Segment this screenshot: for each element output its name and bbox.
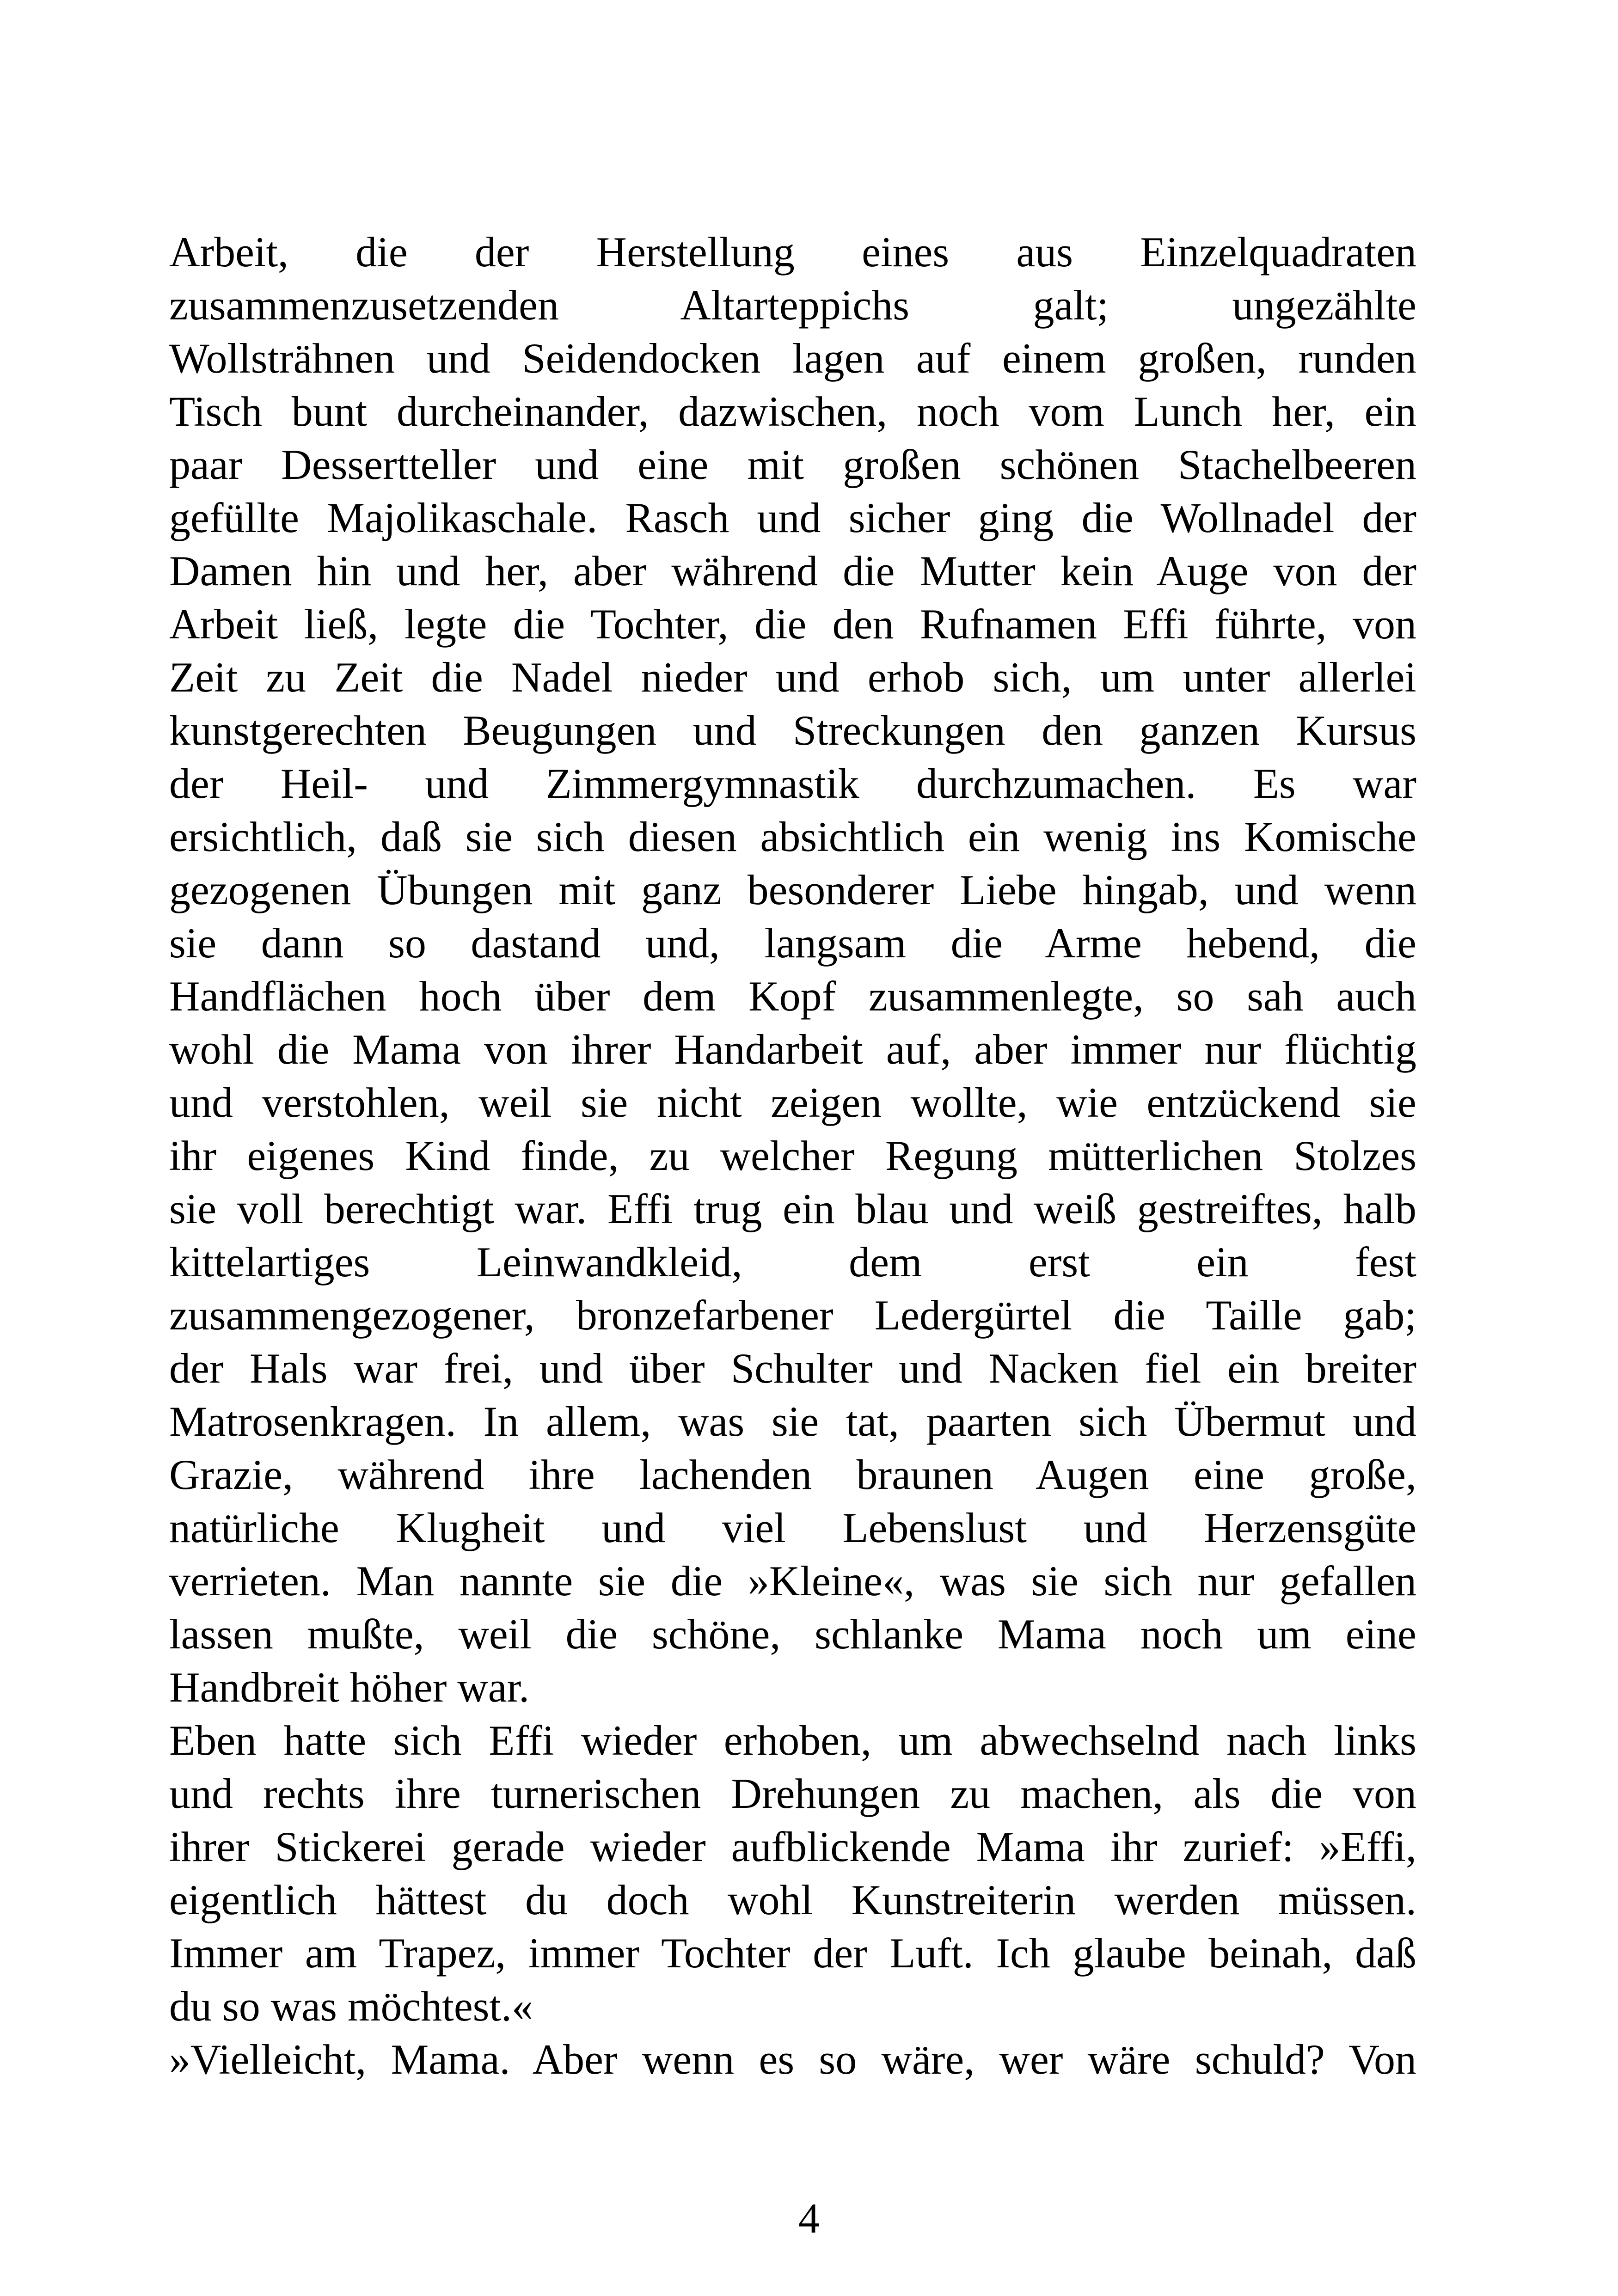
text-line: und rechts ihre turnerischen Drehungen zu machen, als die von	[169, 1770, 1416, 1817]
text-line: sie dann so dastand und, langsam die Arme hebend, die	[169, 919, 1416, 967]
text-line: du so was möchtest.«	[169, 1983, 533, 2030]
text-line: verrieten. Man nannte sie die »Kleine«, was sie sich nur gefallen	[169, 1557, 1416, 1604]
text-line: Arbeit ließ, legte die Tochter, die den Rufnamen Effi führte, von	[169, 600, 1416, 648]
text-line: gezogenen Übungen mit ganz besonderer Liebe hingab, und wenn	[169, 866, 1416, 913]
text-line: Tisch bunt durcheinander, dazwischen, noch vom Lunch her, ein	[169, 388, 1416, 435]
text-line: Arbeit, die der Herstellung eines aus Einzelquadraten	[169, 228, 1416, 276]
text-line: gefüllte Majolikaschale. Rasch und sicher ging die Wollnadel der	[169, 494, 1416, 541]
text-line: Eben hatte sich Effi wieder erhoben, um abwechselnd nach links	[169, 1717, 1416, 1764]
text-line: paar Dessertteller und eine mit großen schönen Stachelbeeren	[169, 441, 1416, 488]
text-line: kunstgerechten Beugungen und Streckungen den ganzen Kursus	[169, 707, 1416, 754]
text-line: natürliche Klugheit und viel Lebenslust und Herzensgüte	[169, 1504, 1416, 1551]
paragraph	[169, 1714, 1416, 2033]
page-number: 4	[798, 2195, 820, 2242]
text-line: Handflächen hoch über dem Kopf zusammenlegte, so sah auch	[169, 973, 1416, 1020]
text-line: kittelartiges Leinwandkleid, dem erst ein fest	[169, 1238, 1416, 1286]
text-line: Damen hin und her, aber während die Mutter kein Auge von der	[169, 547, 1416, 594]
text-line: »Vielleicht, Mama. Aber wenn es so wäre, wer wäre schuld? Von	[169, 2036, 1416, 2083]
text-line: der Hals war frei, und über Schulter und Nacken fiel ein breiter	[169, 1345, 1416, 1392]
text-line: sie voll berechtigt war. Effi trug ein blau und weiß gestreiftes, halb	[169, 1185, 1416, 1232]
paragraph	[169, 226, 1416, 1714]
text-line: Matrosenkragen. In allem, was sie tat, paarten sich Übermut und	[169, 1398, 1416, 1445]
text-line: zusammengezogener, bronzefarbener Ledergürtel die Taille gab;	[169, 1292, 1416, 1339]
text-line: ersichtlich, daß sie sich diesen absichtlich ein wenig ins Komische	[169, 813, 1416, 860]
text-block	[169, 226, 1416, 2086]
text-line: und verstohlen, weil sie nicht zeigen wollte, wie entzückend sie	[169, 1079, 1416, 1126]
text-line: ihr eigenes Kind finde, zu welcher Regung mütterlichen Stolzes	[169, 1132, 1416, 1179]
text-line: Immer am Trapez, immer Tochter der Luft. Ich glaube beinah, daß	[169, 1929, 1416, 1977]
text-line: Zeit zu Zeit die Nadel nieder und erhob sich, um unter allerlei	[169, 654, 1416, 701]
text-line: der Heil- und Zimmergymnastik durchzumachen. Es war	[169, 760, 1416, 807]
text-line: Grazie, während ihre lachenden braunen Augen eine große,	[169, 1451, 1416, 1498]
text-line: zusammenzusetzenden Altarteppichs galt; ungezählte	[169, 282, 1416, 329]
text-line: ihrer Stickerei gerade wieder aufblickende Mama ihr zurief: »Effi,	[169, 1823, 1416, 1870]
text-line: eigentlich hättest du doch wohl Kunstreiterin werden müssen.	[169, 1876, 1416, 1923]
text-line: lassen mußte, weil die schöne, schlanke Mama noch um eine	[169, 1610, 1416, 1658]
text-line: wohl die Mama von ihrer Handarbeit auf, aber immer nur flüchtig	[169, 1026, 1416, 1073]
paragraph	[169, 2033, 1416, 2086]
text-line: Wollsträhnen und Seidendocken lagen auf einem großen, runden	[169, 335, 1416, 382]
text-line: Handbreit höher war.	[169, 1664, 530, 1711]
